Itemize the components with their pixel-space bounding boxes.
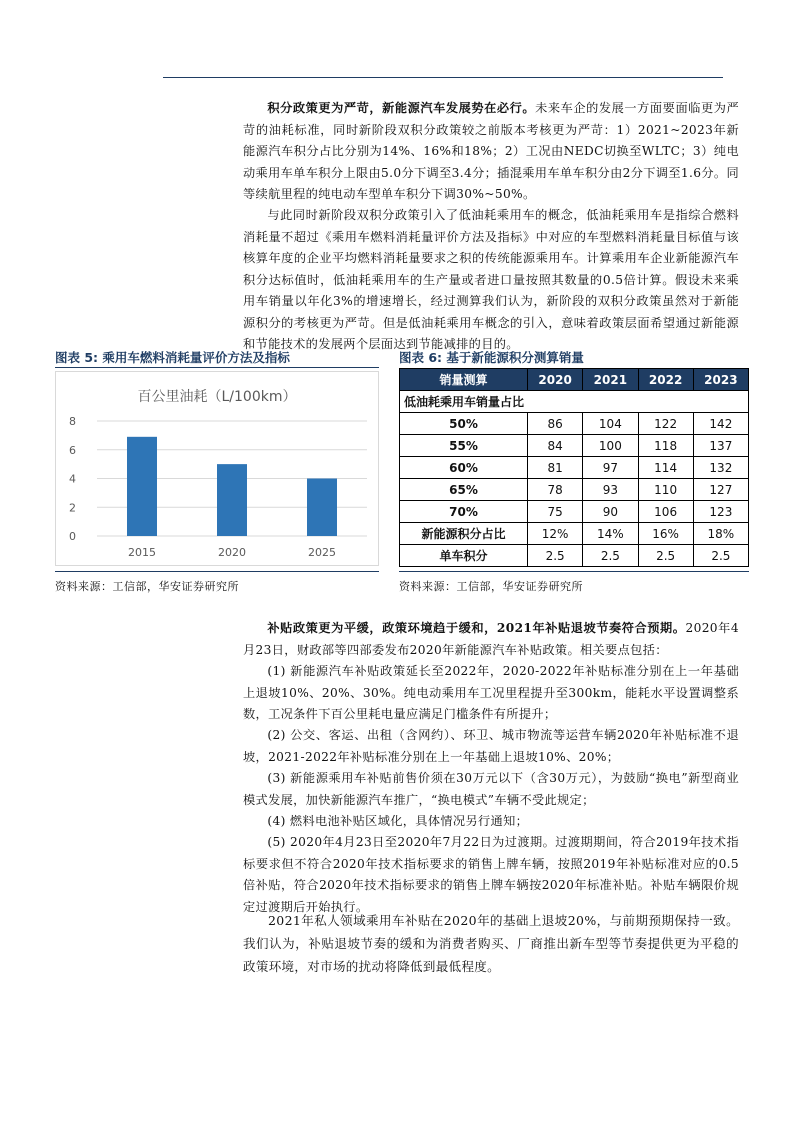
table-cell: 2.5: [638, 545, 693, 567]
chart-y-tick-label: 8: [69, 415, 76, 428]
table-row: [400, 523, 749, 545]
table-cell: 118: [638, 435, 693, 457]
table-cell: 86: [528, 413, 583, 435]
table-cell: 18%: [693, 523, 748, 545]
chart-y-tick-label: 2: [69, 501, 76, 515]
table-row: [400, 457, 749, 479]
table-cell: 2.5: [583, 545, 638, 567]
chart-y-tick-label: 4: [69, 472, 76, 486]
table-row-label: 50%: [400, 413, 528, 435]
figure5-title-rule: [55, 367, 379, 368]
subsidy-item-5: (5) 2020年4月23日至2020年7月22日为过渡期。过渡期期间，符合2019年技术指标要求但不符合2020年技术指标要求的销售上牌车辆，按照2019年补贴标准对应的0.5倍补贴，符合2020年技术指标要求的销售上牌车辆按2020年标准补贴。补贴车辆限价规定过渡期后开始执行。: [243, 835, 739, 914]
table-row-label: 单车积分: [400, 545, 528, 567]
chart-title: 百公里油耗（L/100km）: [137, 389, 297, 405]
table-cell: 81: [528, 457, 583, 479]
intro-paragraph-1-body: 未来车企的发展一方面要面临更为严苛的油耗标准，同时新阶段双积分政策较之前版本考核更为严苛：1）2021~2023年新能源汽车积分占比分别为14%、16%和18%；2）工况由NEDC切换至WLTC；3）纯电动乘用车单车积分上限由5.0分下调至3.4分；插混乘用车单车积分由2分下调至1.6分。同等续航里程的纯电动车型单车积分下调30%~50%。: [243, 101, 739, 201]
header-rule: [163, 77, 723, 78]
table-row: [400, 435, 749, 457]
table-cell: 114: [638, 457, 693, 479]
table-cell: 78: [528, 479, 583, 501]
figure6-source-rule: [399, 571, 749, 572]
subsidy-paragraph-1: [243, 618, 739, 661]
chart-bar-2025: [307, 479, 337, 537]
table-section-label: 低油耗乘用车销量占比: [400, 391, 749, 413]
table-cell: 122: [638, 413, 693, 435]
figure5-chart: [55, 371, 379, 566]
table-cell: 14%: [583, 523, 638, 545]
chart-y-tick-label: 0: [69, 530, 76, 543]
table-cell: 106: [638, 501, 693, 523]
table-cell: 137: [693, 435, 748, 457]
figure6-title: 图表 6: 基于新能源积分测算销量: [399, 350, 584, 365]
table-header-cell: 2021: [583, 369, 638, 391]
table-cell: 2.5: [528, 545, 583, 567]
sales-estimate-table: [399, 368, 749, 567]
table-header-cell: 2022: [638, 369, 693, 391]
table-cell: 127: [693, 479, 748, 501]
figure5-title: 图表 5: 乘用车燃料消耗量评价方法及指标: [55, 350, 290, 365]
chart-bar-2020: [217, 464, 247, 536]
table-section-row: [400, 391, 749, 413]
table-header-row: [400, 369, 749, 391]
figure5-source-rule: [55, 571, 379, 572]
table-header-cell: 2023: [693, 369, 748, 391]
table-row-label: 65%: [400, 479, 528, 501]
table-row-label: 70%: [400, 501, 528, 523]
table-cell: 123: [693, 501, 748, 523]
subsidy-closing-paragraph: 2021年私人领域乘用车补贴在2020年的基础上退坡20%，与前期预期保持一致。我们认为，补贴退坡节奏的缓和为消费者购买、厂商推出新车型等节奏提供更为平稳的政策环境，对市场的扰动将降低到最低程度。: [243, 913, 739, 974]
table-row: [400, 545, 749, 567]
table-cell: 110: [638, 479, 693, 501]
subsidy-item-4: (4) 燃料电池补贴区域化，具体情况另行通知；: [267, 814, 529, 828]
table-row: [400, 413, 749, 435]
subsidy-item-2: (2) 公交、客运、出租（含网约）、环卫、城市物流等运营车辆2020年补贴标准不退坡，2021-2022年补贴标准分别在上一年基础上退坡10%、20%；: [243, 728, 739, 764]
table-cell: 12%: [528, 523, 583, 545]
chart-x-tick-label: 2020: [218, 546, 246, 559]
table-row: [400, 501, 749, 523]
table-cell: 16%: [638, 523, 693, 545]
chart-x-tick-label: 2025: [308, 546, 336, 559]
intro-paragraph-1-lead: 积分政策更为严苛，新能源汽车发展势在必行。: [267, 101, 536, 115]
table-cell: 84: [528, 435, 583, 457]
table-cell: 100: [583, 435, 638, 457]
table-cell: 2.5: [693, 545, 748, 567]
chart-y-tick-label: 6: [69, 443, 76, 457]
chart-bar-2015: [127, 437, 157, 536]
table-cell: 132: [693, 457, 748, 479]
subsidy-item-3: (3) 新能源乘用车补贴前售价须在30万元以下（含30万元），为鼓励“换电”新型商业模式发展，加快新能源汽车推广，“换电模式”车辆不受此规定；: [243, 771, 739, 807]
subsidy-paragraph-1-lead: 补贴政策更为平缓，政策环境趋于缓和，2021年补贴退坡节奏符合预期。: [267, 621, 686, 635]
figure5-source: 资料来源：工信部，华安证券研究所: [55, 580, 239, 593]
table-cell: 75: [528, 501, 583, 523]
table-row-label: 新能源积分占比: [400, 523, 528, 545]
table-row-label: 55%: [400, 435, 528, 457]
table-cell: 104: [583, 413, 638, 435]
table-cell: 97: [583, 457, 638, 479]
table-row-label: 60%: [400, 457, 528, 479]
table-row: [400, 479, 749, 501]
intro-paragraph-2: 与此同时新阶段双积分政策引入了低油耗乘用车的概念，低油耗乘用车是指综合燃料消耗量不超过《乘用车燃料消耗量评价方法及指标》中对应的车型燃料消耗量目标值与该核算年度的企业平均燃料消耗量要求之积的传统能源乘用车。计算乘用车企业新能源汽车积分达标值时，低油耗乘用车的生产量或者进口量按照其数量的0.5倍计算。假设未来乘用车销量以年化3%的增速增长，经过测算我们认为，新阶段的双积分政策虽然对于新能源积分的考核更为严苛。但是低油耗乘用车概念的引入，意味着政策层面希望通过新能源和节能技术的发展两个层面达到节能减排的目的。: [243, 208, 739, 351]
intro-paragraph-1: [243, 98, 739, 206]
table-header-cell: 2020: [528, 369, 583, 391]
table-cell: 93: [583, 479, 638, 501]
subsidy-paragraph-1-body: 2020年4月23日，财政部等四部委发布2020年新能源汽车补贴政策。相关要点包括：: [243, 621, 739, 657]
table-cell: 142: [693, 413, 748, 435]
table-header-cell: 销量测算: [400, 369, 528, 391]
figure6-source: 资料来源：工信部，华安证券研究所: [399, 580, 583, 593]
fuel-consumption-chart: [55, 371, 379, 566]
table-cell: 90: [583, 501, 638, 523]
chart-x-tick-label: 2015: [128, 546, 156, 559]
subsidy-item-1: (1) 新能源汽车补贴政策延长至2022年，2020-2022年补贴标准分别在上一年基础上退坡10%、20%、30%。纯电动乘用车工况里程提升至300km，能耗水平设置调整系数，工况条件下百公里耗电量应满足门槛条件有所提升；: [243, 664, 739, 721]
